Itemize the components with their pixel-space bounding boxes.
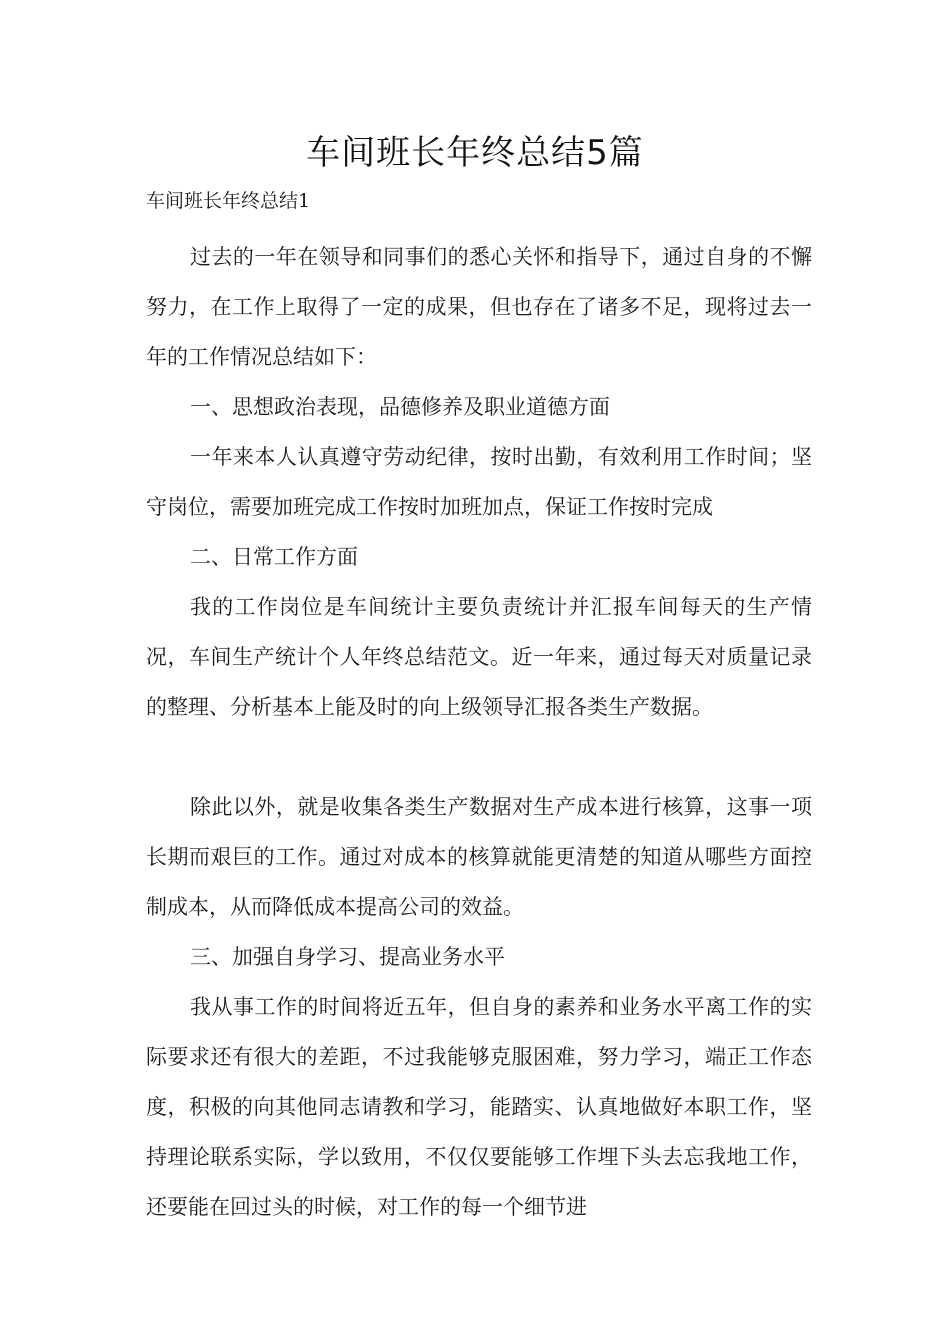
paragraph-section-2a: 我的工作岗位是车间统计主要负责统计并汇报车间每天的生产情况，车间生产统计个人年终总结范文。近一年来，通过每天对质量记录的整理、分析基本上能及时的向上级领导汇报各类生产数据。 <box>146 595 812 719</box>
section-heading-2: 二、日常工作方面 <box>190 545 358 569</box>
blank-line <box>146 732 812 782</box>
paragraph-section-3: 我从事工作的时间将近五年，但自身的素养和业务水平离工作的实际要求还有很大的差距，不过我能够克服困难，努力学习，端正工作态度，积极的向其他同志请教和学习，能踏实、认真地做好本职工作，坚持理论联系实际，学以致用，不仅仅要能够工作埋下头去忘我地工作，还要能在回过头的时候，对工作的每一个细节进 <box>146 995 812 1219</box>
document-title: 车间班长年终总结5篇 <box>306 133 644 173</box>
section-heading-1: 一、思想政治表现，品德修养及职业道德方面 <box>190 395 610 419</box>
document-body <box>146 232 812 1232</box>
paragraph-intro: 过去的一年在领导和同事们的悉心关怀和指导下，通过自身的不懈努力，在工作上取得了一定的成果，但也存在了诸多不足，现将过去一年的工作情况总结如下： <box>146 245 812 369</box>
document-subtitle: 车间班长年终总结1 <box>146 190 311 212</box>
paragraph-section-1: 一年来本人认真遵守劳动纪律，按时出勤，有效利用工作时间；坚守岗位，需要加班完成工作按时加班加点，保证工作按时完成 <box>146 445 812 519</box>
section-heading-3: 三、加强自身学习、提高业务水平 <box>190 945 505 969</box>
paragraph-section-2b: 除此以外，就是收集各类生产数据对生产成本进行核算，这事一项长期而艰巨的工作。通过对成本的核算就能更清楚的知道从哪些方面控制成本，从而降低成本提高公司的效益。 <box>146 795 812 919</box>
